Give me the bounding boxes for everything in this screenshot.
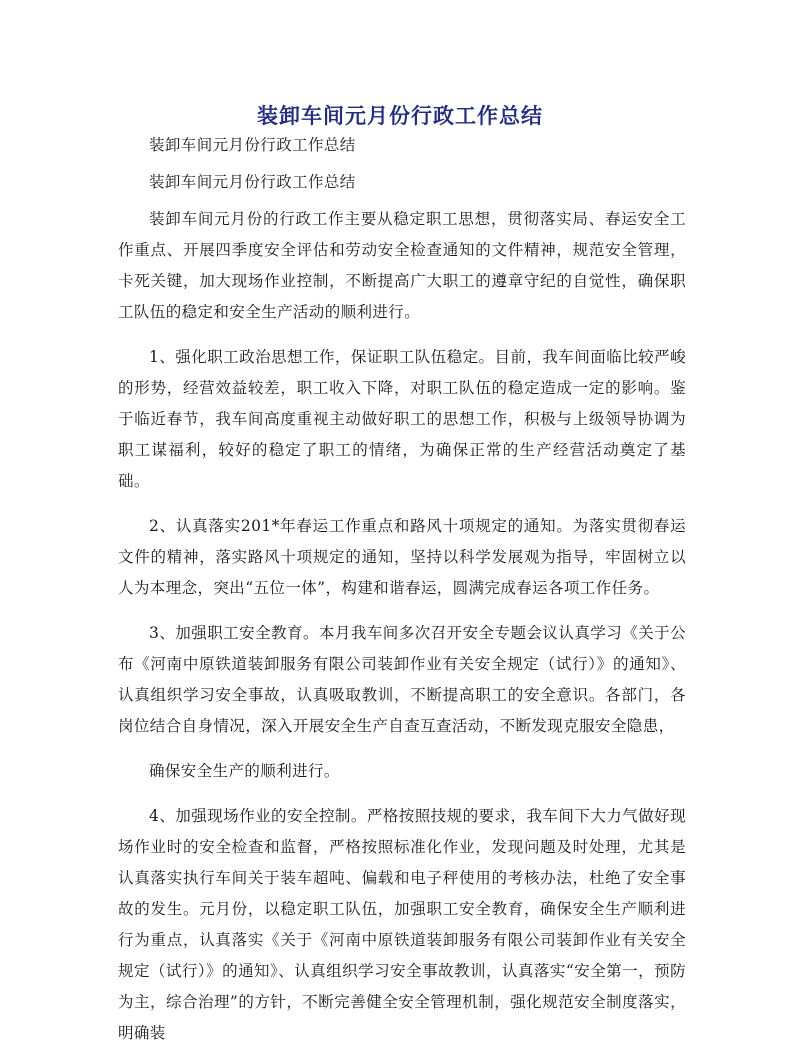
section-2-paragraph: 2、认真落实201*年春运工作重点和路风十项规定的通知。为落实贯彻春运文件的精神，落实路风十项规定的通知，坚持以科学发展观为指导，牢固树立以人为本理念，突出“五位一体”，构建和谐春运，圆满完成春运各项工作任务。 bbox=[118, 517, 686, 597]
subtitle-line-1: 装卸车间元月份行政工作总结 bbox=[149, 136, 356, 154]
document-body bbox=[118, 130, 686, 1063]
intro-paragraph: 装卸车间元月份的行政工作主要从稳定职工思想，贯彻落实局、春运安全工作重点、开展四季度安全评估和劳动安全检查通知的文件精神，规范安全管理，卡死关键，加大现场作业控制，不断提高广大职工的遵章守纪的自觉性，确保职工队伍的稳定和安全生产活动的顺利进行。 bbox=[118, 210, 686, 321]
subtitle-line-2: 装卸车间元月份行政工作总结 bbox=[149, 173, 356, 191]
document-title: 装卸车间元月份行政工作总结 bbox=[257, 104, 543, 128]
section-4-paragraph: 4、加强现场作业的安全控制。严格按照技规的要求，我车间下大力气做好现场作业时的安全检查和监督，严格按照标准化作业，发现问题及时处理，尤其是认真落实执行车间关于装车超吨、偏载和电子秤使用的考核办法，杜绝了安全事故的发生。元月份，以稳定职工队伍，加强职工安全教育，确保安全生产顺利进行为重点，认真落实《关于《河南中原铁道装卸服务有限公司装卸作业有关安全规定（试行）》的通知》、认真组织学习安全事故教训，认真落实“安全第一，预防为主，综合治理”的方针，不断完善健全安全管理机制，强化规范安全制度落实，明确装 bbox=[118, 807, 686, 1042]
section-3-paragraph: 3、加强职工安全教育。本月我车间多次召开安全专题会议认真学习《关于公布《河南中原铁道装卸服务有限公司装卸作业有关安全规定（试行）》的通知》、认真组织学习安全事故，认真吸取教训，不断提高职工的安全意识。各部门，各岗位结合自身情况，深入开展安全生产自查互查活动，不断发现克服安全隐患， bbox=[118, 624, 686, 735]
section-1-paragraph: 1、强化职工政治思想工作，保证职工队伍稳定。目前，我车间面临比较严峻的形势，经营效益较差，职工收入下降，对职工队伍的稳定造成一定的影响。鉴于临近春节，我车间高度重视主动做好职工的思想工作，积极与上级领导协调为职工谋福利，较好的稳定了职工的情绪，为确保正常的生产经营活动奠定了基础。 bbox=[118, 348, 686, 490]
section-3-continuation: 确保安全生产的顺利进行。 bbox=[149, 762, 340, 780]
